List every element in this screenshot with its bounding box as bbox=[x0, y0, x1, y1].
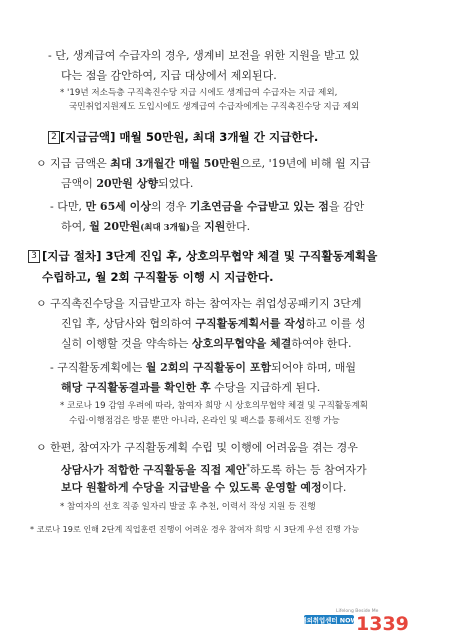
section-number: 3 bbox=[28, 250, 40, 263]
text-line: 다는 점을 감안하여, 지급 대상에서 제외된다. bbox=[61, 69, 277, 82]
footnote: * 코로나 19로 인해 2단계 직업훈련 진행이 어려운 경우 참여자 희망 시 3단계 우선 진행 가능 bbox=[30, 524, 360, 534]
footnote: 국민취업지원제도 도입시에도 생계급여 수급자에게는 구직촉진수당 지급 제외 bbox=[69, 102, 360, 112]
footnote: * 코로나 19 감염 우려에 따라, 참여자 희망 시 상호의무협약 체결 및 구직활동계획 bbox=[60, 401, 369, 411]
section-heading: [지급 절차] 3단계 진입 후, 상호의무협약 체결 및 구직활동계획을 bbox=[42, 249, 378, 263]
section-number: 2 bbox=[48, 131, 60, 144]
text-line: 하여, 월 20만원(최대 3개월)을 지원한다. bbox=[61, 220, 251, 233]
svg-text:해외취업센터 NOW: 해외취업센터 NOW bbox=[302, 616, 358, 625]
text-line: ㅇ 구직촉진수당을 지급받고자 하는 참여자는 취업성공패키지 3단계 bbox=[36, 297, 362, 310]
text-line: 실히 이행할 것을 약속하는 상호의무협약을 체결하여야 한다. bbox=[61, 337, 352, 350]
section-heading: [지급금액] 매월 50만원, 최대 3개월 간 지급한다. bbox=[60, 130, 319, 144]
hrd-logo bbox=[302, 606, 414, 634]
footnote: 수립·이행점검은 방문 뿐만 아니라, 온라인 및 팩스를 통해서도 진행 가능 bbox=[69, 416, 340, 426]
text-line: ㅇ 지급 금액은 최대 3개월간 매월 50만원으로, '19년에 비해 월 지급 bbox=[36, 157, 371, 170]
text-line: 진입 후, 상담사와 협의하여 구직활동계획서를 작성하고 이를 성 bbox=[61, 317, 366, 330]
section-heading: 수립하고, 월 2회 구직활동 이행 시 지급한다. bbox=[42, 270, 274, 284]
text-line: - 단, 생계급여 수급자의 경우, 생계비 보전을 위한 지원을 받고 있 bbox=[48, 49, 360, 62]
text-line: 해당 구직활동결과를 확인한 후 수당을 지급하게 된다. bbox=[61, 381, 321, 394]
footnote: * 참여자의 선호 직종 일자리 발굴 후 추천, 이력서 작성 지원 등 진행 bbox=[60, 502, 316, 512]
footnote: * '19년 저소득층 구직촉진수당 지급 시에도 생계급여 수급자는 지급 제외, bbox=[60, 88, 338, 98]
text-line: 상담사가 적합한 구직활동을 직접 제안*하도록 하는 등 참여자가 bbox=[61, 463, 367, 477]
text-line: 금액이 20만원 상향되었다. bbox=[61, 177, 194, 190]
svg-text:1339: 1339 bbox=[356, 613, 409, 634]
text-line: - 다만, 만 65세 이상의 경우 기초연금을 수급받고 있는 점을 감안 bbox=[50, 200, 365, 213]
text-line: 보다 원활하게 수당을 지급받을 수 있도록 운영할 예정이다. bbox=[61, 481, 347, 494]
svg-text:Lifelong Beside Me: Lifelong Beside Me bbox=[336, 609, 379, 614]
text-line: - 구직활동계획에는 월 2회의 구직활동이 포함되어야 하며, 매월 bbox=[50, 361, 356, 374]
text-line: ㅇ 한편, 참여자가 구직활동계획 수립 및 이행에 어려움을 겪는 경우 bbox=[36, 441, 358, 454]
